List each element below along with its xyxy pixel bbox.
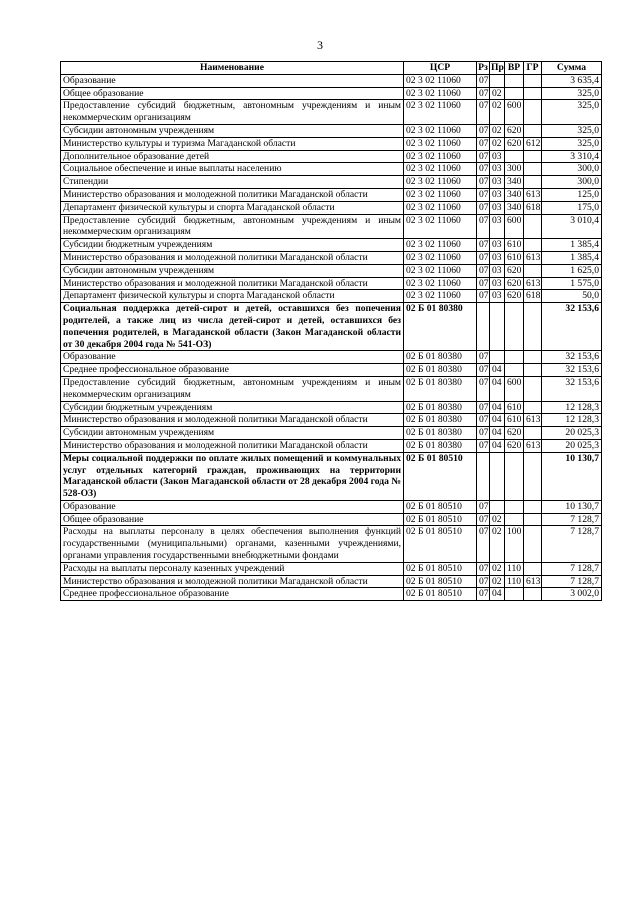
cell-sum: 3 002,0 <box>542 588 602 601</box>
cell-pr: 04 <box>490 414 505 427</box>
cell-csr: 02 Б 01 80380 <box>404 427 477 440</box>
cell-csr: 02 3 02 11060 <box>404 239 477 252</box>
cell-rz: 07 <box>477 376 490 401</box>
cell-name: Среднее профессиональное образование <box>61 364 404 377</box>
cell-csr: 02 3 02 11060 <box>404 87 477 100</box>
cell-rz: 07 <box>477 414 490 427</box>
cell-csr: 02 Б 01 80510 <box>404 562 477 575</box>
cell-sum: 32 153,6 <box>542 303 602 351</box>
cell-vr: 620 <box>505 439 524 452</box>
cell-gr: 613 <box>524 414 542 427</box>
cell-csr: 02 Б 01 80510 <box>404 513 477 526</box>
cell-csr: 02 Б 01 80510 <box>404 526 477 562</box>
cell-vr: 610 <box>505 239 524 252</box>
cell-gr: 612 <box>524 137 542 150</box>
cell-rz: 07 <box>477 176 490 189</box>
cell-sum: 7 128,7 <box>542 513 602 526</box>
cell-rz: 07 <box>477 239 490 252</box>
cell-pr: 02 <box>490 513 505 526</box>
cell-name: Расходы на выплаты персоналу казенных учреждений <box>61 562 404 575</box>
cell-gr <box>524 176 542 189</box>
cell-sum: 325,0 <box>542 100 602 125</box>
cell-pr: 03 <box>490 264 505 277</box>
table-row <box>61 401 602 414</box>
cell-csr: 02 Б 01 80380 <box>404 439 477 452</box>
cell-vr <box>505 87 524 100</box>
cell-sum: 1 385,4 <box>542 251 602 264</box>
cell-csr: 02 3 02 11060 <box>404 201 477 214</box>
cell-gr <box>524 74 542 87</box>
cell-vr <box>505 364 524 377</box>
cell-sum: 1 575,0 <box>542 277 602 290</box>
cell-rz: 07 <box>477 251 490 264</box>
cell-vr: 100 <box>505 526 524 562</box>
table-row <box>61 264 602 277</box>
cell-pr: 04 <box>490 439 505 452</box>
cell-name: Министерство образования и молодежной политики Магаданской области <box>61 575 404 588</box>
cell-vr <box>505 588 524 601</box>
cell-pr: 04 <box>490 401 505 414</box>
page-number: 3 <box>317 38 323 52</box>
cell-name: Дополнительное образование детей <box>61 150 404 163</box>
cell-sum: 300,0 <box>542 176 602 189</box>
cell-vr: 610 <box>505 251 524 264</box>
cell-rz: 07 <box>477 500 490 513</box>
cell-csr: 02 Б 01 80510 <box>404 588 477 601</box>
header-csr: ЦСР <box>404 62 477 75</box>
cell-csr: 02 3 02 11060 <box>404 264 477 277</box>
cell-vr <box>505 513 524 526</box>
cell-name: Министерство образования и молодежной политики Магаданской области <box>61 439 404 452</box>
cell-sum: 7 128,7 <box>542 562 602 575</box>
cell-csr: 02 3 02 11060 <box>404 74 477 87</box>
header-pr: Пр <box>491 62 504 73</box>
cell-name: Среднее профессиональное образование <box>61 588 404 601</box>
cell-rz: 07 <box>477 264 490 277</box>
cell-gr <box>524 427 542 440</box>
cell-gr: 613 <box>524 277 542 290</box>
table-row <box>61 513 602 526</box>
cell-sum: 10 130,7 <box>542 452 602 500</box>
cell-gr <box>524 87 542 100</box>
cell-name: Субсидии автономным учреждениям <box>61 427 404 440</box>
cell-vr <box>505 303 524 351</box>
table-row <box>61 201 602 214</box>
cell-gr <box>524 239 542 252</box>
cell-csr: 02 3 02 11060 <box>404 188 477 201</box>
cell-rz: 07 <box>477 124 490 137</box>
cell-rz: 07 <box>477 74 490 87</box>
cell-csr: 02 3 02 11060 <box>404 277 477 290</box>
cell-csr: 02 Б 01 80380 <box>404 414 477 427</box>
cell-sum: 32 153,6 <box>542 351 602 364</box>
cell-gr <box>524 562 542 575</box>
cell-sum: 3 310,4 <box>542 150 602 163</box>
cell-gr <box>524 264 542 277</box>
cell-vr: 340 <box>505 201 524 214</box>
cell-sum: 12 128,3 <box>542 414 602 427</box>
cell-csr: 02 Б 01 80380 <box>404 351 477 364</box>
cell-rz: 07 <box>477 588 490 601</box>
cell-gr <box>524 588 542 601</box>
table-row <box>61 575 602 588</box>
cell-pr: 03 <box>490 163 505 176</box>
cell-csr: 02 3 02 11060 <box>404 163 477 176</box>
cell-rz: 07 <box>477 87 490 100</box>
cell-pr: 04 <box>490 427 505 440</box>
cell-vr: 620 <box>505 277 524 290</box>
cell-name: Расходы на выплаты персоналу в целях обеспечения выполнения функций государственными (муниципальными) органами, казенными учреждениями, органами управления государственными внебюджетными фондами <box>61 526 404 562</box>
cell-pr: 02 <box>490 137 505 150</box>
cell-vr <box>505 452 524 500</box>
cell-csr: 02 Б 01 80380 <box>404 364 477 377</box>
cell-pr: 03 <box>490 214 505 239</box>
cell-rz: 07 <box>477 562 490 575</box>
cell-name: Департамент физической культуры и спорта Магаданской области <box>61 201 404 214</box>
cell-pr: 04 <box>490 588 505 601</box>
cell-name: Субсидии бюджетным учреждениям <box>61 239 404 252</box>
cell-rz: 07 <box>477 513 490 526</box>
cell-rz <box>477 303 490 351</box>
cell-sum: 1 385,4 <box>542 239 602 252</box>
cell-gr <box>524 401 542 414</box>
cell-pr <box>490 351 505 364</box>
cell-sum: 325,0 <box>542 124 602 137</box>
table-body <box>61 74 602 600</box>
cell-csr: 02 3 02 11060 <box>404 214 477 239</box>
table-row <box>61 87 602 100</box>
cell-vr: 620 <box>505 124 524 137</box>
table-row <box>61 427 602 440</box>
cell-vr: 610 <box>505 414 524 427</box>
cell-rz <box>477 452 490 500</box>
table-row <box>61 500 602 513</box>
cell-csr: 02 Б 01 80380 <box>404 401 477 414</box>
table-row <box>61 137 602 150</box>
cell-pr <box>490 303 505 351</box>
cell-rz: 07 <box>477 575 490 588</box>
cell-name: Общее образование <box>61 513 404 526</box>
header-sum: Сумма <box>542 62 602 75</box>
cell-rz: 07 <box>477 290 490 303</box>
table-row <box>61 376 602 401</box>
cell-sum: 12 128,3 <box>542 401 602 414</box>
table-row <box>61 150 602 163</box>
cell-vr: 340 <box>505 176 524 189</box>
cell-csr: 02 3 02 11060 <box>404 176 477 189</box>
cell-csr: 02 3 02 11060 <box>404 137 477 150</box>
cell-gr: 618 <box>524 290 542 303</box>
table-row <box>61 239 602 252</box>
cell-name: Министерство образования и молодежной политики Магаданской области <box>61 251 404 264</box>
table-row <box>61 100 602 125</box>
cell-pr: 03 <box>490 188 505 201</box>
cell-csr: 02 Б 01 80510 <box>404 575 477 588</box>
cell-pr: 03 <box>490 176 505 189</box>
table-row <box>61 414 602 427</box>
budget-table <box>60 61 602 601</box>
cell-sum: 3 635,4 <box>542 74 602 87</box>
cell-gr: 618 <box>524 201 542 214</box>
cell-pr <box>490 452 505 500</box>
cell-vr: 620 <box>505 427 524 440</box>
cell-rz: 07 <box>477 137 490 150</box>
cell-rz: 07 <box>477 150 490 163</box>
cell-pr: 04 <box>490 376 505 401</box>
cell-rz: 07 <box>477 439 490 452</box>
cell-pr: 03 <box>490 201 505 214</box>
cell-name: Министерство культуры и туризма Магаданской области <box>61 137 404 150</box>
cell-gr: 613 <box>524 439 542 452</box>
cell-gr <box>524 351 542 364</box>
table-row <box>61 251 602 264</box>
cell-gr <box>524 376 542 401</box>
cell-pr: 03 <box>490 277 505 290</box>
cell-sum: 7 128,7 <box>542 575 602 588</box>
cell-gr <box>524 303 542 351</box>
cell-sum: 50,0 <box>542 290 602 303</box>
header-vr: ВР <box>505 62 524 75</box>
table-row <box>61 277 602 290</box>
cell-name: Предоставление субсидий бюджетным, автономным учреждениям и иным некоммерческим организациям <box>61 214 404 239</box>
cell-vr: 620 <box>505 264 524 277</box>
cell-vr <box>505 150 524 163</box>
header-gr: ГР <box>524 62 542 75</box>
cell-name: Предоставление субсидий бюджетным, автономным учреждениям и иным некоммерческим организациям <box>61 100 404 125</box>
cell-vr: 600 <box>505 100 524 125</box>
cell-rz: 07 <box>477 100 490 125</box>
table-row <box>61 588 602 601</box>
cell-name: Социальное обеспечение и иные выплаты населению <box>61 163 404 176</box>
cell-vr: 300 <box>505 163 524 176</box>
cell-gr: 613 <box>524 575 542 588</box>
cell-rz: 07 <box>477 526 490 562</box>
table-header <box>61 62 602 75</box>
cell-rz: 07 <box>477 351 490 364</box>
cell-gr <box>524 100 542 125</box>
cell-name: Меры социальной поддержки по оплате жилых помещений и коммунальных услуг отдельных категорий граждан, проживающих на территории Магаданской области (Закон Магаданской области от 28 декабря 2004 года № 528-ОЗ) <box>61 452 404 500</box>
table-row <box>61 176 602 189</box>
cell-rz: 07 <box>477 364 490 377</box>
cell-csr: 02 Б 01 80510 <box>404 452 477 500</box>
cell-vr: 110 <box>505 575 524 588</box>
cell-rz: 07 <box>477 401 490 414</box>
cell-pr: 03 <box>490 251 505 264</box>
cell-name: Образование <box>61 351 404 364</box>
cell-name: Субсидии автономным учреждениям <box>61 124 404 137</box>
cell-gr <box>524 214 542 239</box>
cell-pr: 04 <box>490 364 505 377</box>
cell-name: Министерство образования и молодежной политики Магаданской области <box>61 188 404 201</box>
cell-pr: 02 <box>490 575 505 588</box>
table-row <box>61 526 602 562</box>
cell-vr: 110 <box>505 562 524 575</box>
cell-name: Субсидии бюджетным учреждениям <box>61 401 404 414</box>
cell-name: Субсидии автономным учреждениям <box>61 264 404 277</box>
cell-name: Стипендии <box>61 176 404 189</box>
cell-pr: 02 <box>490 562 505 575</box>
cell-vr: 340 <box>505 188 524 201</box>
table-row <box>61 290 602 303</box>
cell-sum: 20 025,3 <box>542 439 602 452</box>
cell-sum: 32 153,6 <box>542 376 602 401</box>
cell-name: Образование <box>61 74 404 87</box>
cell-gr <box>524 163 542 176</box>
cell-name: Министерство образования и молодежной политики Магаданской области <box>61 277 404 290</box>
cell-name: Департамент физической культуры и спорта Магаданской области <box>61 290 404 303</box>
cell-rz: 07 <box>477 201 490 214</box>
table-row <box>61 364 602 377</box>
cell-pr: 03 <box>490 290 505 303</box>
cell-csr: 02 Б 01 80510 <box>404 500 477 513</box>
table-row <box>61 124 602 137</box>
cell-vr: 620 <box>505 137 524 150</box>
cell-pr: 02 <box>490 526 505 562</box>
cell-vr: 620 <box>505 290 524 303</box>
table-row <box>61 351 602 364</box>
cell-sum: 1 625,0 <box>542 264 602 277</box>
cell-csr: 02 Б 01 80380 <box>404 303 477 351</box>
cell-gr: 613 <box>524 188 542 201</box>
cell-vr: 610 <box>505 401 524 414</box>
cell-csr: 02 3 02 11060 <box>404 290 477 303</box>
cell-rz: 07 <box>477 188 490 201</box>
cell-name: Предоставление субсидий бюджетным, автономным учреждениям и иным некоммерческим организациям <box>61 376 404 401</box>
cell-vr <box>505 351 524 364</box>
cell-sum: 7 128,7 <box>542 526 602 562</box>
cell-name: Социальная поддержка детей-сирот и детей, оставшихся без попечения родителей, а также лиц из числа детей-сирот и детей, оставшихся без попечения родителей, в Магаданской области (Закон Магаданской области от 30 декабря 2004 года № 541-ОЗ) <box>61 303 404 351</box>
cell-rz: 07 <box>477 277 490 290</box>
cell-name: Общее образование <box>61 87 404 100</box>
cell-sum: 325,0 <box>542 137 602 150</box>
table-header-row <box>61 62 602 75</box>
cell-vr <box>505 500 524 513</box>
cell-gr <box>524 526 542 562</box>
cell-gr <box>524 150 542 163</box>
header-rz: Рз <box>478 62 488 73</box>
cell-sum: 10 130,7 <box>542 500 602 513</box>
cell-pr <box>490 500 505 513</box>
cell-gr <box>524 452 542 500</box>
table-row <box>61 163 602 176</box>
cell-csr: 02 3 02 11060 <box>404 100 477 125</box>
table-row <box>61 74 602 87</box>
table-row <box>61 562 602 575</box>
cell-sum: 300,0 <box>542 163 602 176</box>
table-row <box>61 452 602 500</box>
cell-gr <box>524 124 542 137</box>
cell-rz: 07 <box>477 427 490 440</box>
cell-csr: 02 Б 01 80380 <box>404 376 477 401</box>
cell-name: Образование <box>61 500 404 513</box>
cell-vr <box>505 74 524 87</box>
table-row <box>61 214 602 239</box>
cell-sum: 32 153,6 <box>542 364 602 377</box>
cell-csr: 02 3 02 11060 <box>404 150 477 163</box>
cell-gr <box>524 364 542 377</box>
cell-rz: 07 <box>477 163 490 176</box>
cell-csr: 02 3 02 11060 <box>404 251 477 264</box>
cell-pr: 03 <box>490 239 505 252</box>
table-row <box>61 188 602 201</box>
cell-sum: 325,0 <box>542 87 602 100</box>
cell-pr: 03 <box>490 150 505 163</box>
cell-gr <box>524 513 542 526</box>
header-name: Наименование <box>61 62 404 75</box>
cell-pr: 02 <box>490 87 505 100</box>
cell-sum: 3 010,4 <box>542 214 602 239</box>
cell-csr: 02 3 02 11060 <box>404 124 477 137</box>
cell-gr <box>524 500 542 513</box>
table-row <box>61 439 602 452</box>
cell-vr: 600 <box>505 214 524 239</box>
cell-pr <box>490 74 505 87</box>
cell-gr: 613 <box>524 251 542 264</box>
table-row <box>61 303 602 351</box>
cell-sum: 20 025,3 <box>542 427 602 440</box>
cell-name: Министерство образования и молодежной политики Магаданской области <box>61 414 404 427</box>
cell-pr: 02 <box>490 100 505 125</box>
cell-pr: 02 <box>490 124 505 137</box>
cell-rz: 07 <box>477 214 490 239</box>
cell-sum: 125,0 <box>542 188 602 201</box>
cell-sum: 175,0 <box>542 201 602 214</box>
cell-vr: 600 <box>505 376 524 401</box>
